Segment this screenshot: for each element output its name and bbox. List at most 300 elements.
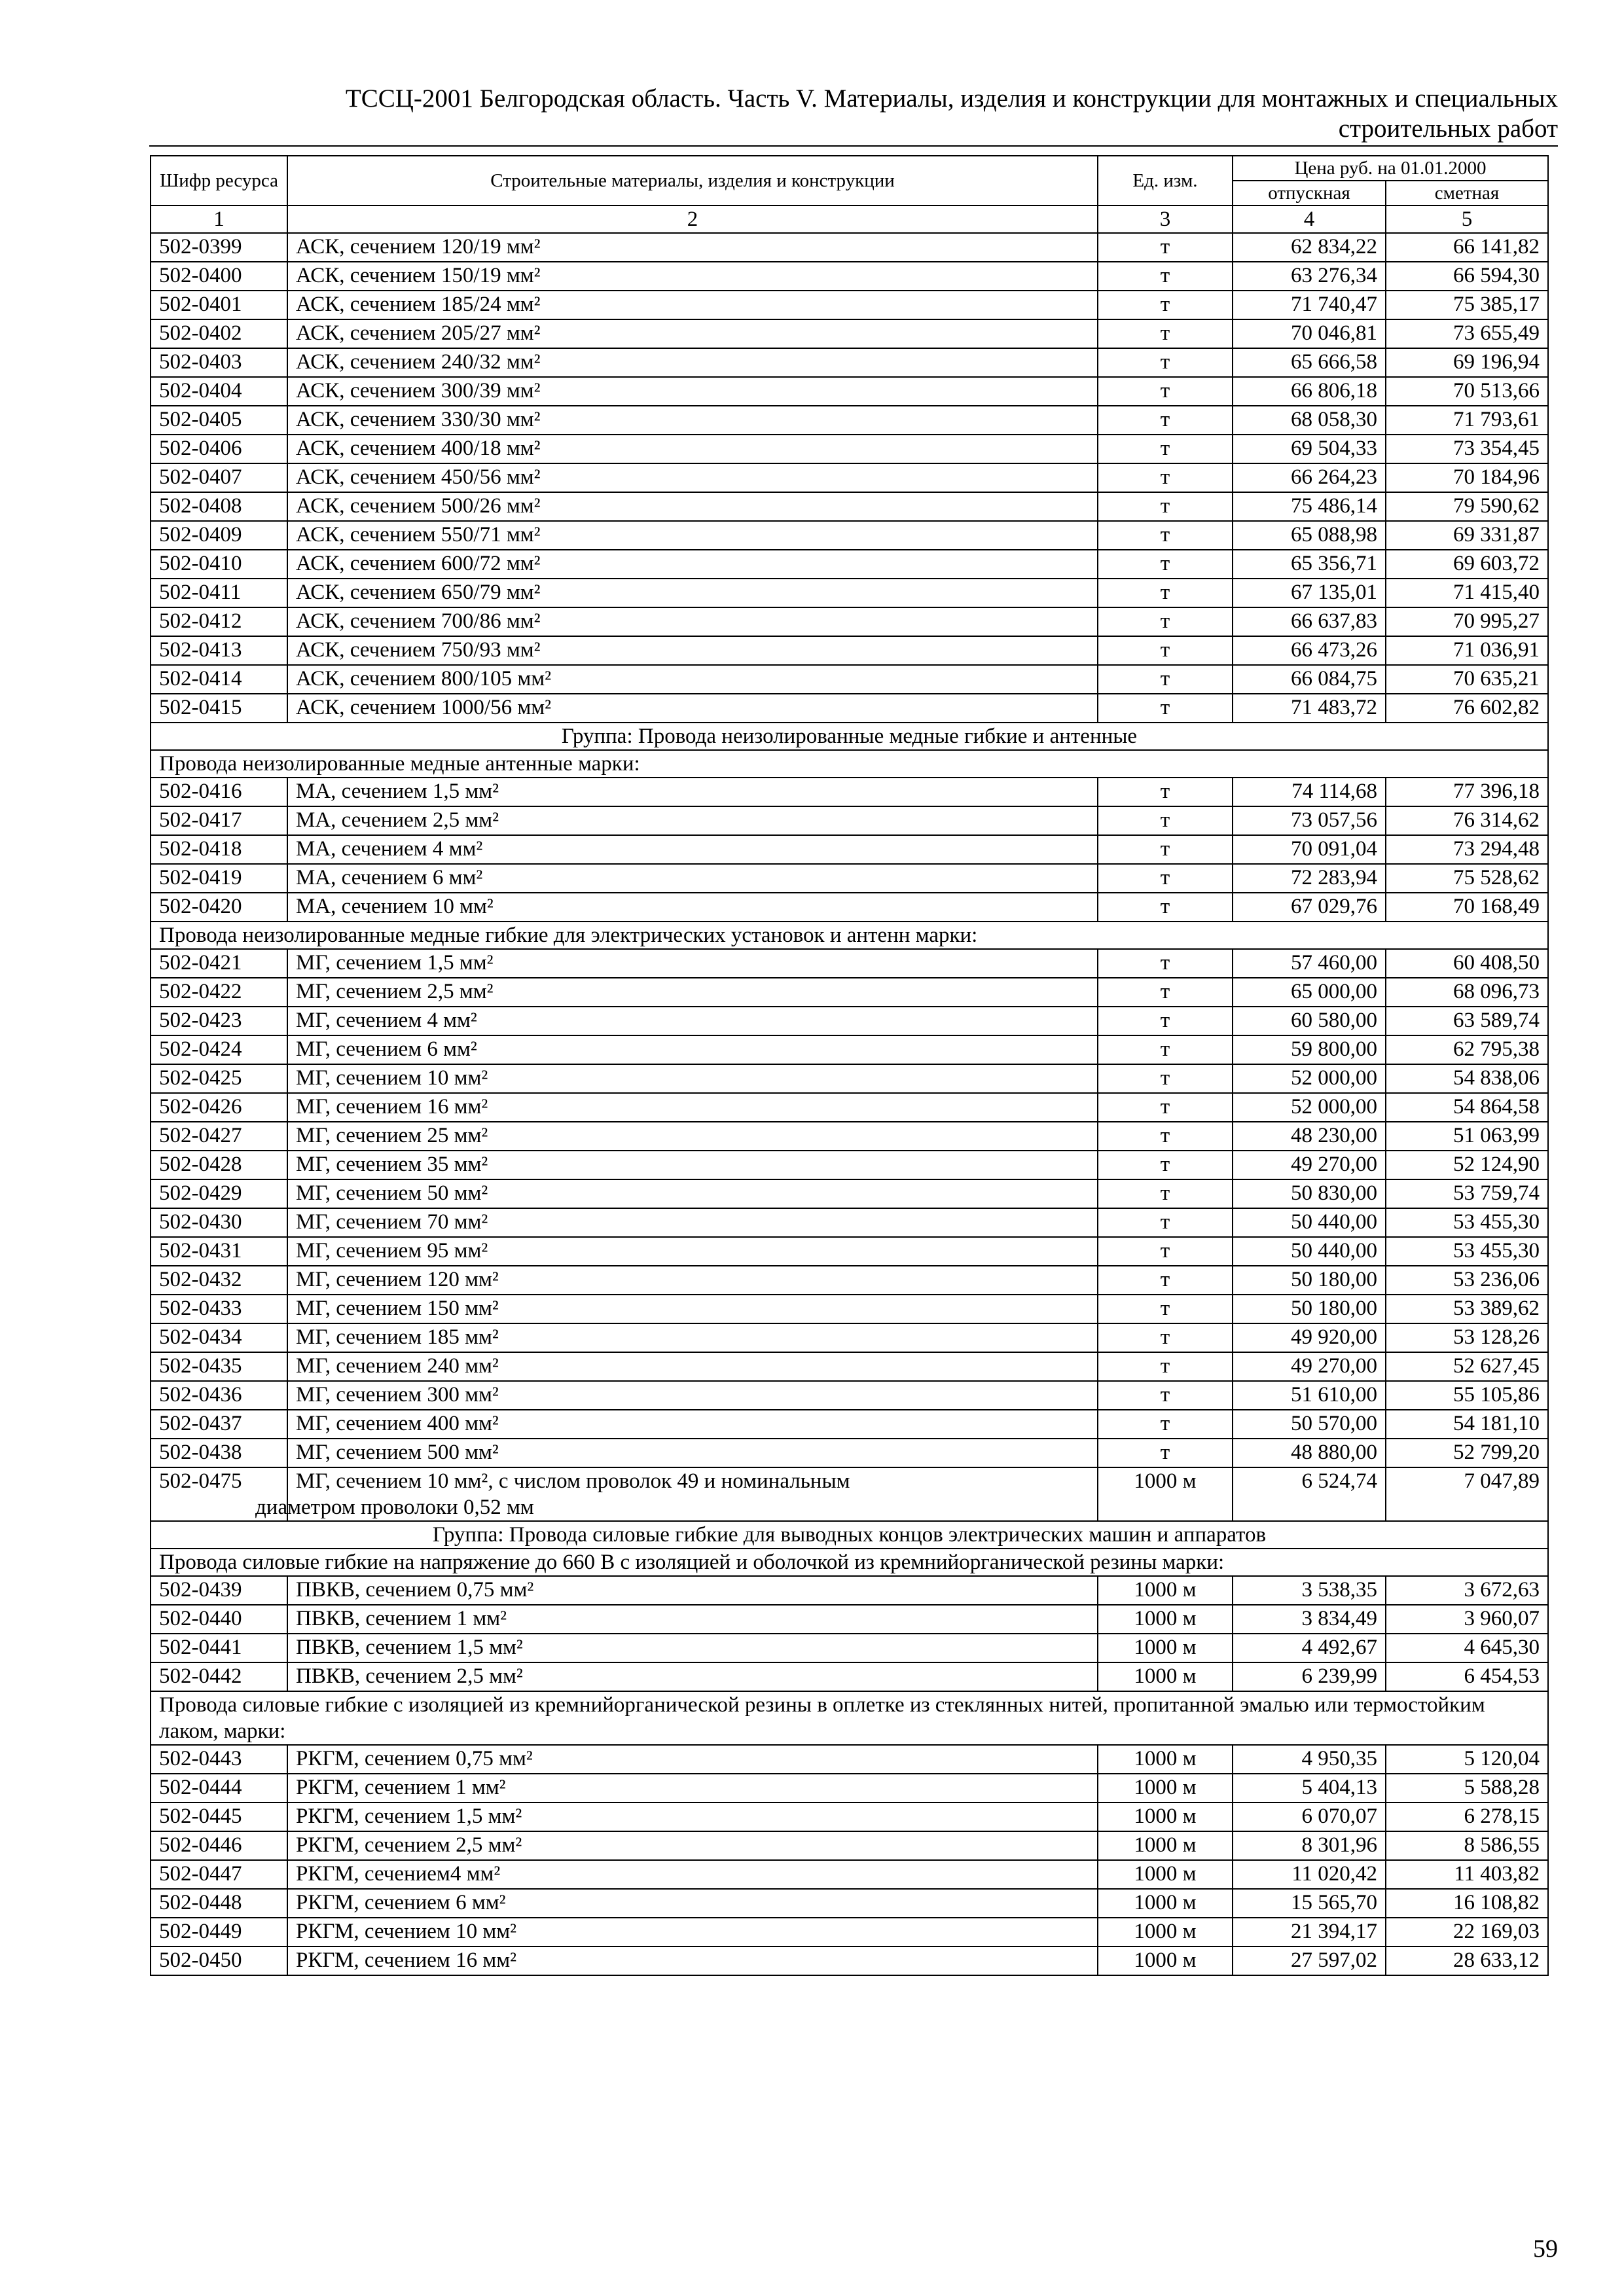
- material-name: АСК, сечением 150/19 мм²: [287, 262, 1098, 291]
- material-name: ПВКВ, сечением 1 мм²: [287, 1605, 1098, 1634]
- release-price: 68 058,30: [1233, 406, 1386, 435]
- material-name: МГ, сечением 150 мм²: [287, 1295, 1098, 1323]
- unit: т: [1098, 348, 1233, 377]
- resource-code: 502-0402: [151, 319, 287, 348]
- material-name: АСК, сечением 185/24 мм²: [287, 291, 1098, 319]
- resource-code: 502-0413: [151, 636, 287, 665]
- resource-code: 502-0426: [151, 1093, 287, 1122]
- unit: т: [1098, 636, 1233, 665]
- estimate-price: 6 278,15: [1386, 1803, 1548, 1831]
- resource-code: 502-0434: [151, 1323, 287, 1352]
- resource-code: 502-0442: [151, 1662, 287, 1691]
- table-row: [151, 550, 1548, 579]
- resource-code: 502-0435: [151, 1352, 287, 1381]
- release-price: 69 504,33: [1233, 435, 1386, 463]
- resource-code: 502-0443: [151, 1745, 287, 1774]
- unit: т: [1098, 1151, 1233, 1179]
- unit: т: [1098, 492, 1233, 521]
- resource-code: 502-0412: [151, 607, 287, 636]
- resource-code: 502-0419: [151, 864, 287, 893]
- table-row: [151, 665, 1548, 694]
- resource-code: 502-0428: [151, 1151, 287, 1179]
- unit: т: [1098, 406, 1233, 435]
- resource-code: 502-0433: [151, 1295, 287, 1323]
- resource-code: 502-0415: [151, 694, 287, 723]
- release-price: 21 394,17: [1233, 1918, 1386, 1946]
- material-name: АСК, сечением 600/72 мм²: [287, 550, 1098, 579]
- unit: т: [1098, 949, 1233, 978]
- resource-code: 502-0429: [151, 1179, 287, 1208]
- estimate-price: 53 236,06: [1386, 1266, 1548, 1295]
- release-price: 5 404,13: [1233, 1774, 1386, 1803]
- estimate-price: 16 108,82: [1386, 1889, 1548, 1918]
- table-body: [151, 233, 1548, 1975]
- estimate-price: 52 124,90: [1386, 1151, 1548, 1179]
- subgroup-heading: Провода неизолированные медные антенные марки:: [151, 750, 1548, 778]
- estimate-price: 73 655,49: [1386, 319, 1548, 348]
- estimate-price: 79 590,62: [1386, 492, 1548, 521]
- unit: 1000 м: [1098, 1745, 1233, 1774]
- release-price: 66 806,18: [1233, 377, 1386, 406]
- release-price: 63 276,34: [1233, 262, 1386, 291]
- resource-code: 502-0407: [151, 463, 287, 492]
- estimate-price: 69 603,72: [1386, 550, 1548, 579]
- table-row: [151, 1634, 1548, 1662]
- table-row: [151, 435, 1548, 463]
- table-row: [151, 607, 1548, 636]
- material-name: МГ, сечением 95 мм²: [287, 1237, 1098, 1266]
- estimate-price: 71 036,91: [1386, 636, 1548, 665]
- resource-code: 502-0450: [151, 1946, 287, 1975]
- estimate-price: 54 864,58: [1386, 1093, 1548, 1122]
- col-header-release-price: отпускная: [1233, 181, 1386, 206]
- resource-code: 502-0423: [151, 1007, 287, 1035]
- table-row: [151, 233, 1548, 262]
- material-name: МГ, сечением 185 мм²: [287, 1323, 1098, 1352]
- col-header-name: Строительные материалы, изделия и конструкции: [287, 156, 1098, 206]
- estimate-price: 62 795,38: [1386, 1035, 1548, 1064]
- release-price: 3 834,49: [1233, 1605, 1386, 1634]
- release-price: 71 740,47: [1233, 291, 1386, 319]
- release-price: 52 000,00: [1233, 1064, 1386, 1093]
- release-price: 66 084,75: [1233, 665, 1386, 694]
- release-price: 75 486,14: [1233, 492, 1386, 521]
- material-name: МА, сечением 4 мм²: [287, 835, 1098, 864]
- resource-code: 502-0430: [151, 1208, 287, 1237]
- release-price: 52 000,00: [1233, 1093, 1386, 1122]
- resource-code: 502-0448: [151, 1889, 287, 1918]
- material-name: АСК, сечением 205/27 мм²: [287, 319, 1098, 348]
- resource-code: 502-0411: [151, 579, 287, 607]
- estimate-price: 69 331,87: [1386, 521, 1548, 550]
- group-heading: Группа: Провода неизолированные медные гибкие и антенные: [151, 723, 1548, 750]
- material-name: МГ, сечением 6 мм²: [287, 1035, 1098, 1064]
- group-heading-row: [151, 723, 1548, 750]
- unit: т: [1098, 1035, 1233, 1064]
- resource-code: 502-0438: [151, 1439, 287, 1467]
- col-number: 4: [1233, 206, 1386, 233]
- estimate-price: 54 838,06: [1386, 1064, 1548, 1093]
- resource-code: 502-0401: [151, 291, 287, 319]
- unit: т: [1098, 579, 1233, 607]
- estimate-price: 54 181,10: [1386, 1410, 1548, 1439]
- estimate-price: 75 528,62: [1386, 864, 1548, 893]
- table-row: [151, 492, 1548, 521]
- release-price: 62 834,22: [1233, 233, 1386, 262]
- unit: 1000 м: [1098, 1831, 1233, 1860]
- estimate-price: 76 314,62: [1386, 806, 1548, 835]
- material-name: МГ, сечением 16 мм²: [287, 1093, 1098, 1122]
- unit: т: [1098, 550, 1233, 579]
- estimate-price: 11 403,82: [1386, 1860, 1548, 1889]
- release-price: 73 057,56: [1233, 806, 1386, 835]
- resource-code: 502-0422: [151, 978, 287, 1007]
- table-row: [151, 1946, 1548, 1975]
- release-price: 50 570,00: [1233, 1410, 1386, 1439]
- table-row: [151, 1007, 1548, 1035]
- resource-code: 502-0404: [151, 377, 287, 406]
- material-name: МГ, сечением 10 мм²: [287, 1064, 1098, 1093]
- release-price: 65 088,98: [1233, 521, 1386, 550]
- material-name: ПВКВ, сечением 1,5 мм²: [287, 1634, 1098, 1662]
- estimate-price: 6 454,53: [1386, 1662, 1548, 1691]
- unit: т: [1098, 835, 1233, 864]
- material-name: МГ, сечением 120 мм²: [287, 1266, 1098, 1295]
- material-name-line: МГ, сечением 10 мм², с числом проволок 49 и номинальным: [296, 1469, 850, 1493]
- unit: т: [1098, 1179, 1233, 1208]
- material-name: РКГМ, сечением4 мм²: [287, 1860, 1098, 1889]
- unit: т: [1098, 1208, 1233, 1237]
- release-price: 66 473,26: [1233, 636, 1386, 665]
- material-name: АСК, сечением 120/19 мм²: [287, 233, 1098, 262]
- unit: т: [1098, 291, 1233, 319]
- material-name: АСК, сечением 500/26 мм²: [287, 492, 1098, 521]
- material-name: АСК, сечением 400/18 мм²: [287, 435, 1098, 463]
- resource-code: 502-0405: [151, 406, 287, 435]
- table-row: [151, 806, 1548, 835]
- material-name-continuation: диаметром проволоки 0,52 мм: [255, 1496, 534, 1519]
- material-name: МГ, сечением 400 мм²: [287, 1410, 1098, 1439]
- estimate-price: 70 513,66: [1386, 377, 1548, 406]
- estimate-price: 70 635,21: [1386, 665, 1548, 694]
- release-price: 72 283,94: [1233, 864, 1386, 893]
- release-price: 50 440,00: [1233, 1237, 1386, 1266]
- material-name: МГ, сечением 25 мм²: [287, 1122, 1098, 1151]
- table-row: [151, 1467, 1548, 1521]
- unit: т: [1098, 1439, 1233, 1467]
- estimate-price: 53 759,74: [1386, 1179, 1548, 1208]
- resource-code: 502-0445: [151, 1803, 287, 1831]
- unit: т: [1098, 1007, 1233, 1035]
- col-header-unit: Ед. изм.: [1098, 156, 1233, 206]
- table-row: [151, 1410, 1548, 1439]
- page-header: [149, 84, 1558, 147]
- release-price: 49 270,00: [1233, 1352, 1386, 1381]
- resource-code: 502-0410: [151, 550, 287, 579]
- unit: т: [1098, 463, 1233, 492]
- unit: т: [1098, 893, 1233, 922]
- estimate-price: 76 602,82: [1386, 694, 1548, 723]
- material-name: ПВКВ, сечением 2,5 мм²: [287, 1662, 1098, 1691]
- unit: т: [1098, 778, 1233, 806]
- table-row: [151, 1576, 1548, 1605]
- material-name: МГ, сечением 2,5 мм²: [287, 978, 1098, 1007]
- col-header-code: Шифр ресурса: [151, 156, 287, 206]
- table-row: [151, 406, 1548, 435]
- estimate-price: 3 672,63: [1386, 1576, 1548, 1605]
- resource-code: 502-0449: [151, 1918, 287, 1946]
- release-price: 49 920,00: [1233, 1323, 1386, 1352]
- unit: т: [1098, 233, 1233, 262]
- release-price: 59 800,00: [1233, 1035, 1386, 1064]
- unit: 1000 м: [1098, 1662, 1233, 1691]
- table-row: [151, 864, 1548, 893]
- resource-code: 502-0444: [151, 1774, 287, 1803]
- estimate-price: 53 389,62: [1386, 1295, 1548, 1323]
- unit: т: [1098, 319, 1233, 348]
- table-head: [151, 156, 1548, 233]
- table-row: [151, 1605, 1548, 1634]
- material-name: РКГМ, сечением 16 мм²: [287, 1946, 1098, 1975]
- estimate-price: 55 105,86: [1386, 1381, 1548, 1410]
- table-row: [151, 1774, 1548, 1803]
- unit: 1000 м: [1098, 1918, 1233, 1946]
- estimate-price: 53 455,30: [1386, 1208, 1548, 1237]
- header-line-2: строительных работ: [1338, 115, 1558, 143]
- estimate-price: 3 960,07: [1386, 1605, 1548, 1634]
- material-name: МГ, сечением 4 мм²: [287, 1007, 1098, 1035]
- table-row: [151, 1745, 1548, 1774]
- unit: 1000 м: [1098, 1634, 1233, 1662]
- unit: 1000 м: [1098, 1605, 1233, 1634]
- material-name: РКГМ, сечением 2,5 мм²: [287, 1831, 1098, 1860]
- table-row: [151, 1237, 1548, 1266]
- release-price: 8 301,96: [1233, 1831, 1386, 1860]
- resource-code: 502-0447: [151, 1860, 287, 1889]
- table-row: [151, 521, 1548, 550]
- unit: т: [1098, 1295, 1233, 1323]
- release-price: 71 483,72: [1233, 694, 1386, 723]
- release-price: 66 264,23: [1233, 463, 1386, 492]
- subgroup-heading: Провода неизолированные медные гибкие для электрических установок и антенн марки:: [151, 922, 1548, 949]
- unit: 1000 м: [1098, 1576, 1233, 1605]
- table-row: [151, 1860, 1548, 1889]
- unit: т: [1098, 694, 1233, 723]
- unit: 1000 м: [1098, 1467, 1233, 1521]
- unit: т: [1098, 1410, 1233, 1439]
- table-row: [151, 949, 1548, 978]
- estimate-price: 52 627,45: [1386, 1352, 1548, 1381]
- resource-code: 502-0414: [151, 665, 287, 694]
- resource-code: 502-0446: [151, 1831, 287, 1860]
- table-row: [151, 1093, 1548, 1122]
- estimate-price: 77 396,18: [1386, 778, 1548, 806]
- subgroup-heading: Провода силовые гибкие с изоляцией из кремнийорганической резины в оплетке из стеклянных нитей, пропитанной эмалью или термостойким лаком, марки:: [151, 1691, 1548, 1745]
- release-price: 67 029,76: [1233, 893, 1386, 922]
- release-price: 15 565,70: [1233, 1889, 1386, 1918]
- unit: т: [1098, 806, 1233, 835]
- unit: 1000 м: [1098, 1946, 1233, 1975]
- resource-code: 502-0437: [151, 1410, 287, 1439]
- release-price: 74 114,68: [1233, 778, 1386, 806]
- unit: 1000 м: [1098, 1889, 1233, 1918]
- table-row: [151, 1918, 1548, 1946]
- release-price: 65 666,58: [1233, 348, 1386, 377]
- table-row: [151, 463, 1548, 492]
- estimate-price: 53 455,30: [1386, 1237, 1548, 1266]
- material-name: МА, сечением 6 мм²: [287, 864, 1098, 893]
- estimate-price: 66 141,82: [1386, 233, 1548, 262]
- estimate-price: 69 196,94: [1386, 348, 1548, 377]
- resource-code: 502-0431: [151, 1237, 287, 1266]
- table-row: [151, 1266, 1548, 1295]
- material-name: МА, сечением 2,5 мм²: [287, 806, 1098, 835]
- estimate-price: 68 096,73: [1386, 978, 1548, 1007]
- subgroup-heading-row: [151, 1549, 1548, 1576]
- unit: т: [1098, 1323, 1233, 1352]
- unit: т: [1098, 1352, 1233, 1381]
- release-price: 3 538,35: [1233, 1576, 1386, 1605]
- col-number: 2: [287, 206, 1098, 233]
- material-name: МГ, сечением 70 мм²: [287, 1208, 1098, 1237]
- release-price: 70 046,81: [1233, 319, 1386, 348]
- unit: т: [1098, 1064, 1233, 1093]
- material-name: АСК, сечением 1000/56 мм²: [287, 694, 1098, 723]
- table-row: [151, 377, 1548, 406]
- material-name: АСК, сечением 750/93 мм²: [287, 636, 1098, 665]
- material-name: АСК, сечением 300/39 мм²: [287, 377, 1098, 406]
- unit: т: [1098, 978, 1233, 1007]
- table-row: [151, 694, 1548, 723]
- col-number: 5: [1386, 206, 1548, 233]
- table-row: [151, 1035, 1548, 1064]
- table-row: [151, 1208, 1548, 1237]
- resource-code: 502-0403: [151, 348, 287, 377]
- material-name: МГ, сечением 300 мм²: [287, 1381, 1098, 1410]
- material-name: РКГМ, сечением 1 мм²: [287, 1774, 1098, 1803]
- group-heading-row: [151, 1521, 1548, 1549]
- estimate-price: 60 408,50: [1386, 949, 1548, 978]
- estimate-price: 70 168,49: [1386, 893, 1548, 922]
- estimate-price: 5 120,04: [1386, 1745, 1548, 1774]
- resource-code: 502-0409: [151, 521, 287, 550]
- resource-code: 502-0417: [151, 806, 287, 835]
- table-row: [151, 291, 1548, 319]
- resource-code: 502-0425: [151, 1064, 287, 1093]
- resource-code: 502-0416: [151, 778, 287, 806]
- resource-code: 502-0439: [151, 1576, 287, 1605]
- release-price: 50 180,00: [1233, 1266, 1386, 1295]
- estimate-price: 8 586,55: [1386, 1831, 1548, 1860]
- estimate-price: 70 184,96: [1386, 463, 1548, 492]
- table-row: [151, 1889, 1548, 1918]
- table-row: [151, 1381, 1548, 1410]
- col-header-price: Цена руб. на 01.01.2000: [1233, 156, 1548, 181]
- material-name: [255, 1467, 1098, 1521]
- unit: 1000 м: [1098, 1803, 1233, 1831]
- unit: т: [1098, 1237, 1233, 1266]
- material-name: АСК, сечением 240/32 мм²: [287, 348, 1098, 377]
- resource-code: 502-0441: [151, 1634, 287, 1662]
- estimate-price: 66 594,30: [1386, 262, 1548, 291]
- release-price: 50 440,00: [1233, 1208, 1386, 1237]
- subgroup-heading: Провода силовые гибкие на напряжение до 660 В с изоляцией и оболочкой из кремнийорганической резины марки:: [151, 1549, 1548, 1576]
- unit: т: [1098, 1266, 1233, 1295]
- resource-code: 502-0440: [151, 1605, 287, 1634]
- material-name: РКГМ, сечением 10 мм²: [287, 1918, 1098, 1946]
- group-heading: Группа: Провода силовые гибкие для выводных концов электрических машин и аппаратов: [151, 1521, 1548, 1549]
- release-price: 4 950,35: [1233, 1745, 1386, 1774]
- col-number: 1: [151, 206, 287, 233]
- table-row: [151, 1803, 1548, 1831]
- release-price: 27 597,02: [1233, 1946, 1386, 1975]
- release-price: 70 091,04: [1233, 835, 1386, 864]
- release-price: 49 270,00: [1233, 1151, 1386, 1179]
- release-price: 6 239,99: [1233, 1662, 1386, 1691]
- unit: т: [1098, 521, 1233, 550]
- material-name: РКГМ, сечением 0,75 мм²: [287, 1745, 1098, 1774]
- material-name: АСК, сечением 800/105 мм²: [287, 665, 1098, 694]
- resource-code: 502-0427: [151, 1122, 287, 1151]
- unit: т: [1098, 377, 1233, 406]
- release-price: 51 610,00: [1233, 1381, 1386, 1410]
- release-price: 60 580,00: [1233, 1007, 1386, 1035]
- header-line-1: ТССЦ-2001 Белгородская область. Часть V. Материалы, изделия и конструкции для монтажных и специальных: [345, 84, 1558, 113]
- table-row: [151, 579, 1548, 607]
- resource-code: 502-0408: [151, 492, 287, 521]
- release-price: 50 830,00: [1233, 1179, 1386, 1208]
- table-row: [151, 835, 1548, 864]
- resource-code: 502-0432: [151, 1266, 287, 1295]
- table-row: [151, 1831, 1548, 1860]
- unit: т: [1098, 1381, 1233, 1410]
- page-number: 59: [1533, 2235, 1558, 2263]
- material-name: МА, сечением 10 мм²: [287, 893, 1098, 922]
- subgroup-heading-row: [151, 922, 1548, 949]
- table-row: [151, 1064, 1548, 1093]
- release-price: 66 637,83: [1233, 607, 1386, 636]
- table-row: [151, 1179, 1548, 1208]
- release-price: 48 230,00: [1233, 1122, 1386, 1151]
- material-name: МГ, сечением 500 мм²: [287, 1439, 1098, 1467]
- subgroup-heading-row: [151, 1691, 1548, 1745]
- material-name: АСК, сечением 330/30 мм²: [287, 406, 1098, 435]
- resource-code: 502-0424: [151, 1035, 287, 1064]
- material-name: МГ, сечением 50 мм²: [287, 1179, 1098, 1208]
- resource-code: 502-0436: [151, 1381, 287, 1410]
- material-name: МГ, сечением 240 мм²: [287, 1352, 1098, 1381]
- release-price: 6 070,07: [1233, 1803, 1386, 1831]
- estimate-price: 70 995,27: [1386, 607, 1548, 636]
- estimate-price: 22 169,03: [1386, 1918, 1548, 1946]
- estimate-price: 71 415,40: [1386, 579, 1548, 607]
- unit: т: [1098, 665, 1233, 694]
- table-row: [151, 1662, 1548, 1691]
- unit: т: [1098, 262, 1233, 291]
- resource-code: 502-0406: [151, 435, 287, 463]
- resource-code: 502-0399: [151, 233, 287, 262]
- unit: т: [1098, 607, 1233, 636]
- table-row: [151, 348, 1548, 377]
- release-price: 11 020,42: [1233, 1860, 1386, 1889]
- table-row: [151, 1352, 1548, 1381]
- table-row: [151, 1323, 1548, 1352]
- release-price: 6 524,74: [1233, 1467, 1386, 1521]
- release-price: 48 880,00: [1233, 1439, 1386, 1467]
- material-name: АСК, сечением 550/71 мм²: [287, 521, 1098, 550]
- unit: т: [1098, 435, 1233, 463]
- estimate-price: 4 645,30: [1386, 1634, 1548, 1662]
